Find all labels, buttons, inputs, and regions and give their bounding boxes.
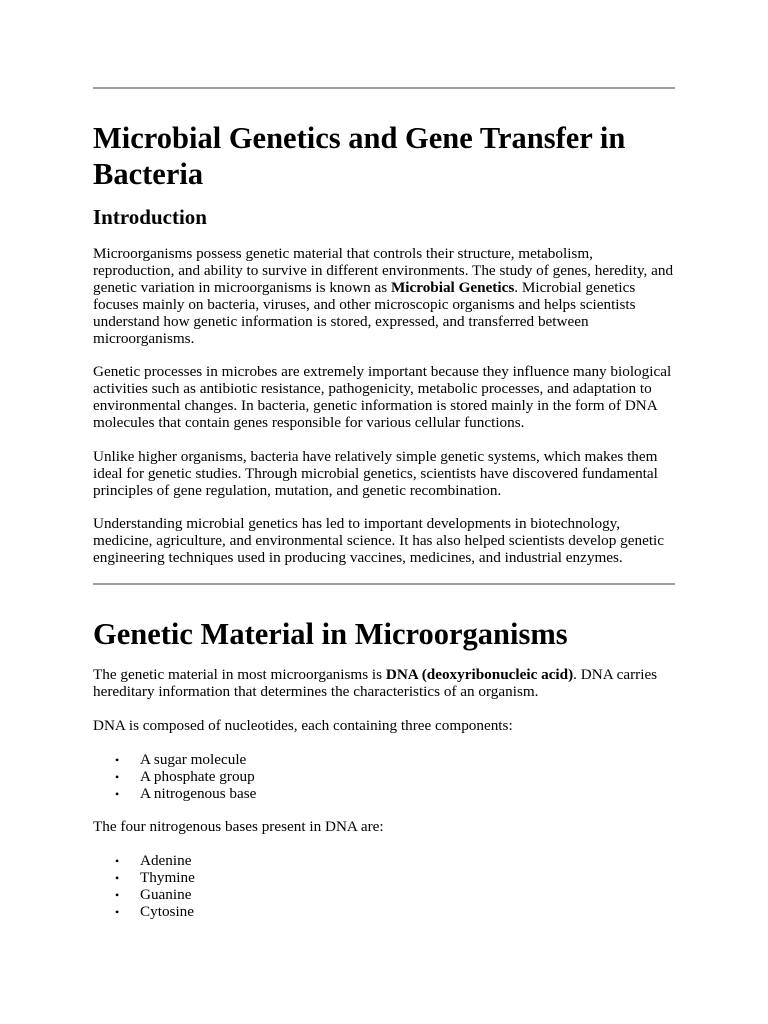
list-item — [93, 904, 195, 921]
list-item — [93, 887, 195, 904]
microbial-genetics-term: Microbial Genetics — [390, 278, 515, 296]
list-item — [93, 769, 256, 786]
intro-p1-text-start: Microorganisms possess genetic material that controls their structure, metabolism, reproduction, and ability to survive in different environments. The study of genes, heredity, and genetic variation in microorganisms is known as — [93, 245, 674, 296]
genetic-material-paragraph-3: The four nitrogenous bases present in DNA are: — [93, 818, 384, 835]
dna-term: DNA (deoxyribonucleic acid) — [385, 666, 574, 683]
section-heading-introduction: Introduction — [93, 205, 207, 229]
list-item — [93, 870, 195, 887]
bullet-dot-icon: • — [115, 753, 120, 767]
nucleotide-components-list — [93, 752, 256, 803]
intro-paragraph-3: Unlike higher organisms, bacteria have relatively simple genetic systems, which makes them ideal for genetic studies. Through microbial genetics, scientists have discovered fundamental principles of gene regulation, mutation, and genetic recombination. — [93, 448, 658, 499]
horizontal-rule — [93, 87, 675, 89]
list-item-label: Guanine — [140, 885, 192, 903]
list-item — [93, 786, 256, 803]
gm-p1-text-start: The genetic material in most microorganisms is — [93, 666, 386, 683]
bullet-dot-icon: • — [115, 854, 120, 868]
intro-paragraph-4: Understanding microbial genetics has led to important developments in biotechnology, medicine, agriculture, and environmental science. It has also helped scientists develop genetic engineering techniques used in producing vaccines, medicines, and industrial enzymes. — [93, 515, 665, 566]
bullet-dot-icon: • — [115, 786, 120, 801]
gm-p1-text-end: . DNA carries hereditary information that determines the characteristics of an organism. — [93, 666, 658, 700]
section-heading-genetic-material: Genetic Material in Microorganisms — [93, 617, 568, 651]
genetic-material-paragraph-1 — [93, 667, 678, 701]
intro-paragraph-2: Genetic processes in microbes are extremely important because they influence many biological activities such as antibiotic resistance, pathogenicity, metabolic processes, and adaptation to environmental changes. In bacteria, genetic information is stored mainly in the form of DNA molecules that contain genes responsible for various cellular functions. — [93, 363, 672, 431]
bullet-dot-icon: • — [115, 870, 120, 885]
list-item-label: A nitrogenous base — [140, 784, 257, 802]
list-item-label: Thymine — [140, 868, 195, 886]
list-item-label: Cytosine — [140, 902, 195, 920]
list-item-label: Adenine — [140, 852, 192, 869]
list-item — [93, 752, 256, 769]
list-item-label: A sugar molecule — [140, 751, 247, 768]
intro-paragraph-1 — [93, 246, 678, 347]
bullet-dot-icon: • — [115, 887, 120, 902]
genetic-material-paragraph-2: DNA is composed of nucleotides, each containing three components: — [93, 717, 513, 734]
intro-p1-text-end: . Microbial genetics focuses mainly on bacteria, viruses, and other microscopic organisms and helps scientists understand how genetic information is stored, expressed, and transferred between microorganisms. — [93, 278, 636, 347]
nitrogenous-bases-list — [93, 853, 195, 921]
page-title: Microbial Genetics and Gene Transfer in Bacteria — [93, 121, 626, 191]
list-item-label: A phosphate group — [140, 767, 255, 785]
list-item — [93, 853, 195, 870]
bullet-dot-icon: • — [115, 769, 120, 784]
bullet-dot-icon: • — [115, 904, 120, 919]
horizontal-rule — [93, 583, 675, 585]
